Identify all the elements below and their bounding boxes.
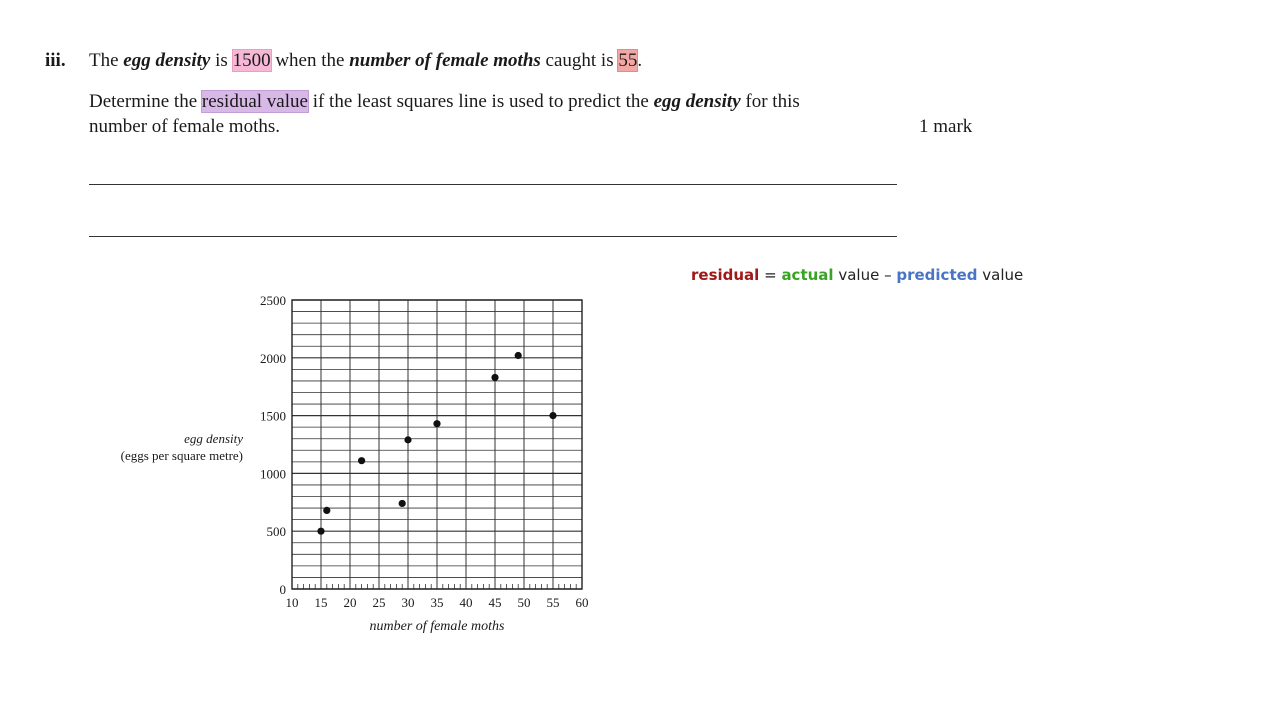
- term-egg-density-2: egg density: [653, 91, 741, 112]
- highlight-residual-value: residual value: [201, 91, 308, 112]
- y-tick-label: 1500: [260, 408, 286, 424]
- x-tick-label: 15: [314, 595, 328, 610]
- term-egg-density: egg density: [123, 50, 211, 71]
- y-tick-label: 2000: [260, 350, 286, 366]
- data-point: [491, 374, 498, 381]
- y-tick-label: 1000: [260, 466, 286, 482]
- x-axis-label: number of female moths: [369, 619, 505, 634]
- data-point: [433, 420, 440, 427]
- y-tick-label: 500: [266, 524, 286, 540]
- y-tick-label: 0: [279, 582, 286, 597]
- x-tick-label: 20: [343, 595, 357, 610]
- y-axis-label: egg density (eggs per square metre): [120, 431, 243, 463]
- data-point: [399, 500, 406, 507]
- marks-label: 1 mark: [919, 116, 973, 137]
- data-point: [358, 457, 365, 464]
- data-point: [317, 528, 324, 535]
- x-tick-label: 35: [430, 595, 444, 610]
- y-tick-label: 2500: [260, 293, 286, 308]
- x-tick-label: 25: [372, 595, 386, 610]
- question-line-3: number of female moths.: [89, 116, 281, 137]
- question-line-2: Determine the residual value if the least squares line is used to predict the egg density for this: [89, 91, 800, 112]
- x-tick-label: 60: [575, 595, 589, 610]
- x-tick-label: 10: [285, 595, 299, 610]
- data-point: [404, 436, 411, 443]
- highlight-1500: 1500: [232, 50, 271, 71]
- x-tick-label: 50: [517, 595, 531, 610]
- question-line-1: The egg density is 1500 when the number of female moths caught is 55.: [89, 50, 643, 71]
- x-tick-label: 45: [488, 595, 502, 610]
- data-point: [323, 507, 330, 514]
- formula-residual: residual: [691, 266, 760, 284]
- highlight-55: 55: [618, 50, 638, 71]
- formula-actual: actual: [781, 266, 834, 284]
- x-tick-label: 55: [546, 595, 560, 610]
- question-number: iii.: [45, 50, 66, 71]
- term-number-of-female-moths: number of female moths: [349, 50, 541, 71]
- data-point: [549, 412, 556, 419]
- data-point: [515, 352, 522, 359]
- x-tick-label: 40: [459, 595, 473, 610]
- residual-formula: residual = actual value – predicted value: [691, 266, 1024, 284]
- x-tick-label: 30: [401, 595, 415, 610]
- formula-predicted: predicted: [896, 266, 978, 284]
